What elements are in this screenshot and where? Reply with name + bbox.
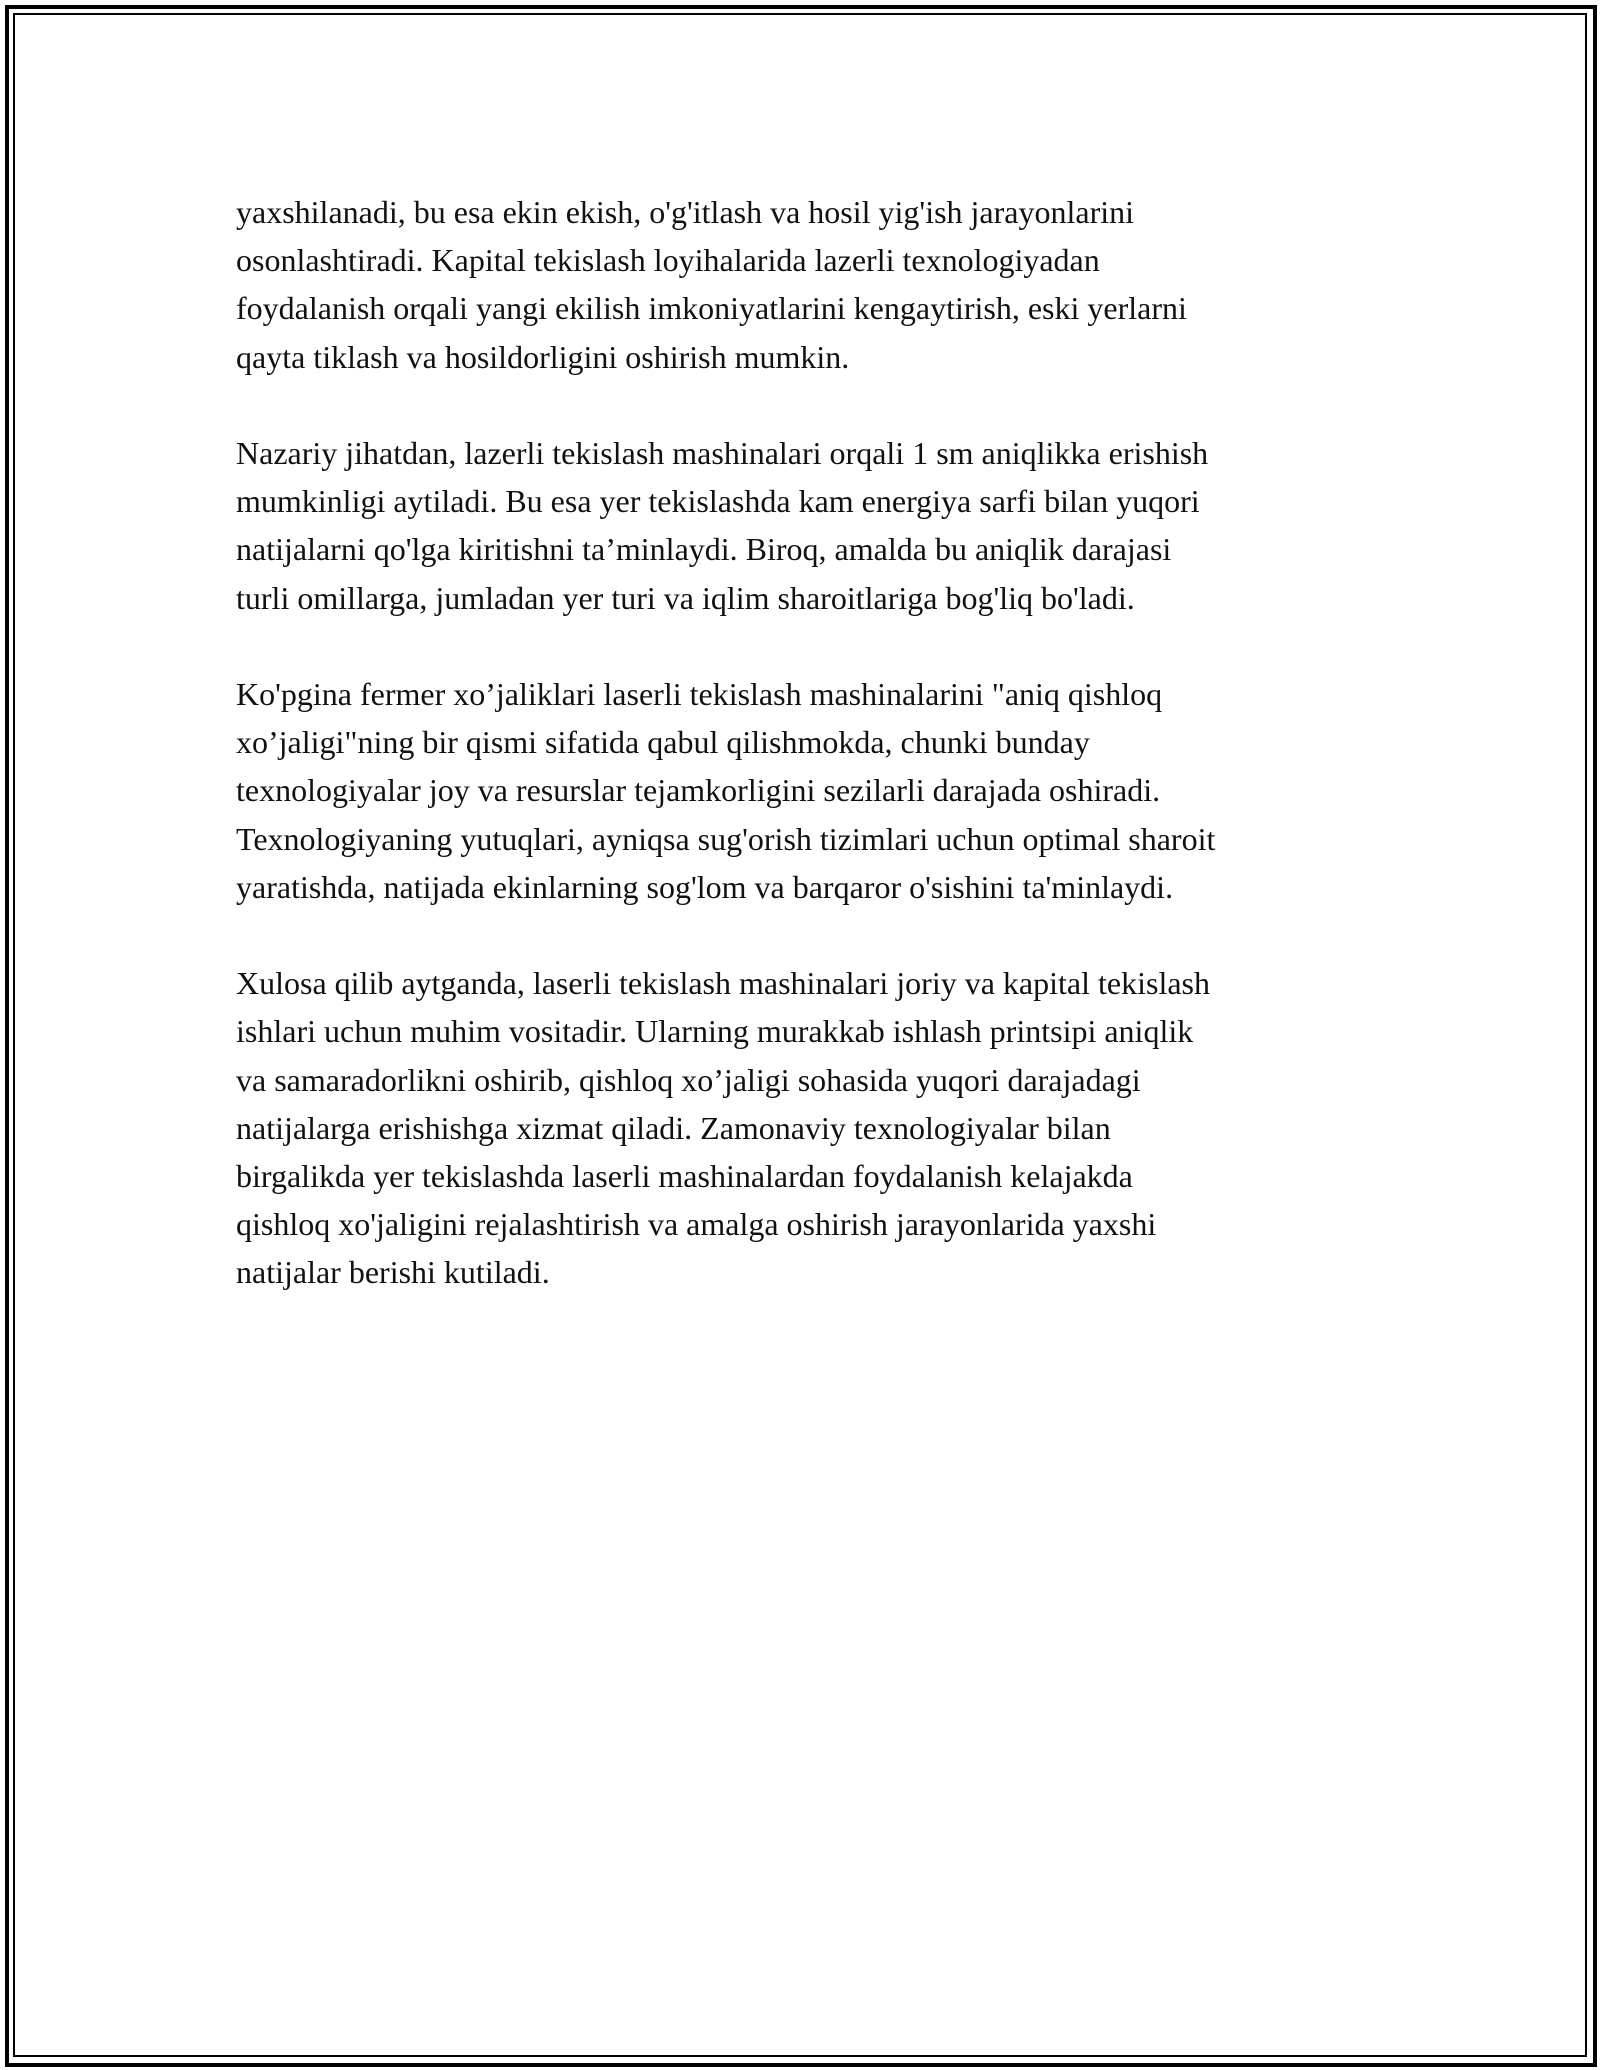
text-line: natijalarni qo'lga kiritishni ta’minlaydi. Biroq, amalda bu aniqlik darajasi [236, 531, 1172, 568]
text-line: Texnologiyaning yutuqlari, ayniqsa sug'orish tizimlari uchun optimal sharoit [236, 820, 1216, 857]
text-line: qayta tiklash va hosildorligini oshirish mumkin. [236, 338, 850, 375]
text-line: natijalar berishi kutiladi. [236, 1254, 550, 1291]
text-line: texnologiyalar joy va resurslar tejamkorligini sezilarli darajada oshiradi. [236, 772, 1161, 809]
text-line: Ko'pgina fermer xo’jaliklari laserli tekislash mashinalarini "aniq qishloq [236, 676, 1163, 712]
text-line: turli omillarga, jumladan yer turi va iqlim sharoitlariga bog'liq bo'ladi. [236, 579, 1135, 616]
text-line: yaxshilanadi, bu esa ekin ekish, o'g'itlash va hosil yig'ish jarayonlarini [236, 194, 1135, 230]
text-line: natijalarga erishishga xizmat qiladi. Zamonaviy texnologiyalar bilan [236, 1109, 1111, 1146]
paragraph-3 [236, 670, 1376, 911]
paragraph-2 [236, 429, 1376, 622]
text-line: Nazariy jihatdan, lazerli tekislash mashinalari orqali 1 sm aniqlikka erishish [236, 435, 1209, 471]
paragraph-1 [236, 188, 1376, 381]
text-line: osonlashtiradi. Kapital tekislash loyihalarida lazerli texnologiyadan [236, 242, 1100, 279]
text-line: Xulosa qilib aytganda, laserli tekislash mashinalari joriy va kapital tekislash [236, 965, 1210, 1002]
text-line: qishloq xo'jaligini rejalashtirish va amalga oshirish jarayonlarida yaxshi [236, 1206, 1157, 1243]
text-line: foydalanish orqali yangi ekilish imkoniyatlarini kengaytirish, eski yerlarni [236, 290, 1187, 327]
text-line: ishlari uchun muhim vositadir. Ularning murakkab ishlash printsipi aniqlik [236, 1013, 1194, 1050]
paragraph-4 [236, 959, 1376, 1296]
text-line: xo’jaligi"ning bir qismi sifatida qabul qilishmokda, chunki bunday [236, 724, 1090, 761]
document-body [236, 188, 1376, 1345]
text-line: birgalikda yer tekislashda laserli mashinalardan foydalanish kelajakda [236, 1158, 1133, 1195]
text-line: va samaradorlikni oshirib, qishloq xo’jaligi sohasida yuqori darajadagi [236, 1061, 1141, 1098]
text-line: yaratishda, natijada ekinlarning sog'lom va barqaror o'sishini ta'minlaydi. [236, 868, 1174, 905]
text-line: mumkinligi aytiladi. Bu esa yer tekislashda kam energiya sarfi bilan yuqori [236, 483, 1200, 520]
